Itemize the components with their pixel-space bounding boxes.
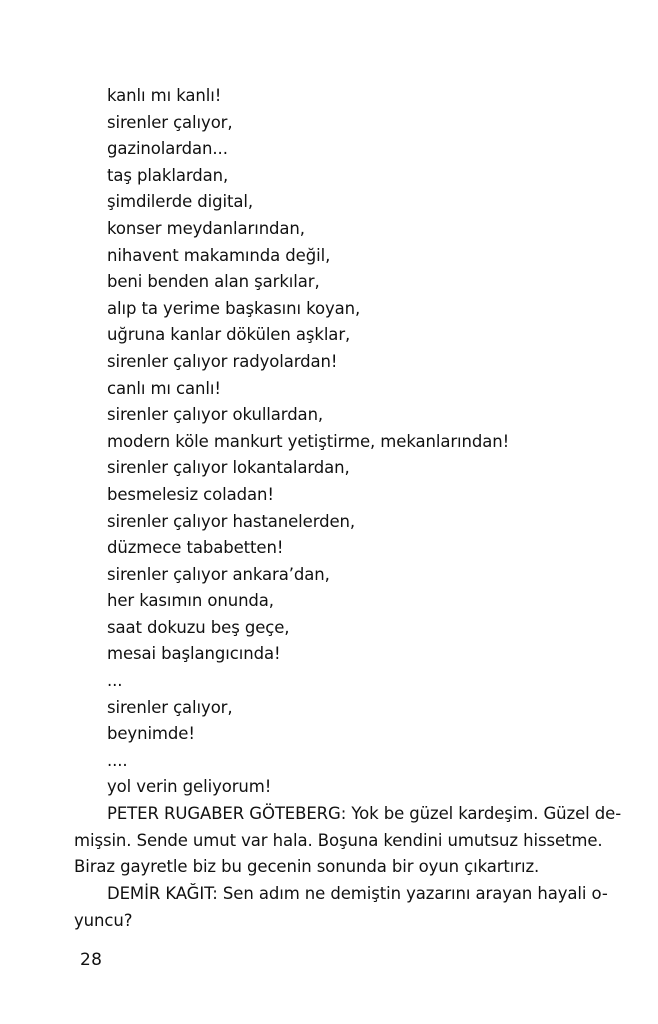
poem-line: kanlı mı kanlı! [107,86,222,105]
poem-line: modern köle mankurt yetiştirme, mekanlarından! [107,431,510,451]
poem-line: ... [107,671,123,691]
poem-line: gazinolardan... [107,139,228,159]
poem-line: sirenler çalıyor, [107,112,233,132]
poem-line: düzmece tababetten! [107,538,284,558]
poem-line: taş plaklardan, [107,165,229,185]
poem-line: uğruna kanlar dökülen aşklar, [107,325,351,345]
poem-line: .... [107,750,128,770]
poem-line: yol verin geliyorum! [107,777,272,797]
poem-line: sirenler çalıyor, [107,697,233,717]
poem-line: beni benden alan şarkılar, [107,272,320,292]
dialogue-paragraph [74,881,608,934]
poem-line: sirenler çalıyor lokantalardan, [107,458,350,478]
dialogue-line: yuncu? [74,910,133,930]
poem-line: sirenler çalıyor ankara’dan, [107,564,330,584]
poem-line: canlı mı canlı! [107,378,221,398]
page-number: 28 [80,950,103,970]
dialogue-paragraph [74,801,622,881]
dialogue-line: DEMİR KAĞIT: Sen adım ne demiştin yazarını arayan hayali o- [107,884,608,903]
dialogue-line: Biraz gayretle biz bu gecenin sonunda bir oyun çıkartırız. [74,857,540,877]
poem-line: şimdilerde digital, [107,192,254,212]
poem-line: beynimde! [107,724,195,744]
dialogue-line: PETER RUGABER GÖTEBERG: Yok be güzel kardeşim. Güzel de- [107,804,622,823]
poem-line: mesai başlangıcında! [107,644,281,664]
poem-line: sirenler çalıyor hastanelerden, [107,511,356,531]
poem-line: alıp ta yerime başkasını koyan, [107,298,361,318]
poem-line: saat dokuzu beş geçe, [107,617,290,637]
poem-line: sirenler çalıyor okullardan, [107,405,324,425]
poem-line: nihavent makamında değil, [107,245,331,265]
poem-line: konser meydanlarından, [107,218,305,238]
poem-line: her kasımın onunda, [107,591,274,611]
poem-line: besmelesiz coladan! [107,484,274,504]
poem-line: sirenler çalıyor radyolardan! [107,351,338,371]
poem [107,83,509,801]
dialogue-line: mişsin. Sende umut var hala. Boşuna kendini umutsuz hissetme. [74,830,603,850]
